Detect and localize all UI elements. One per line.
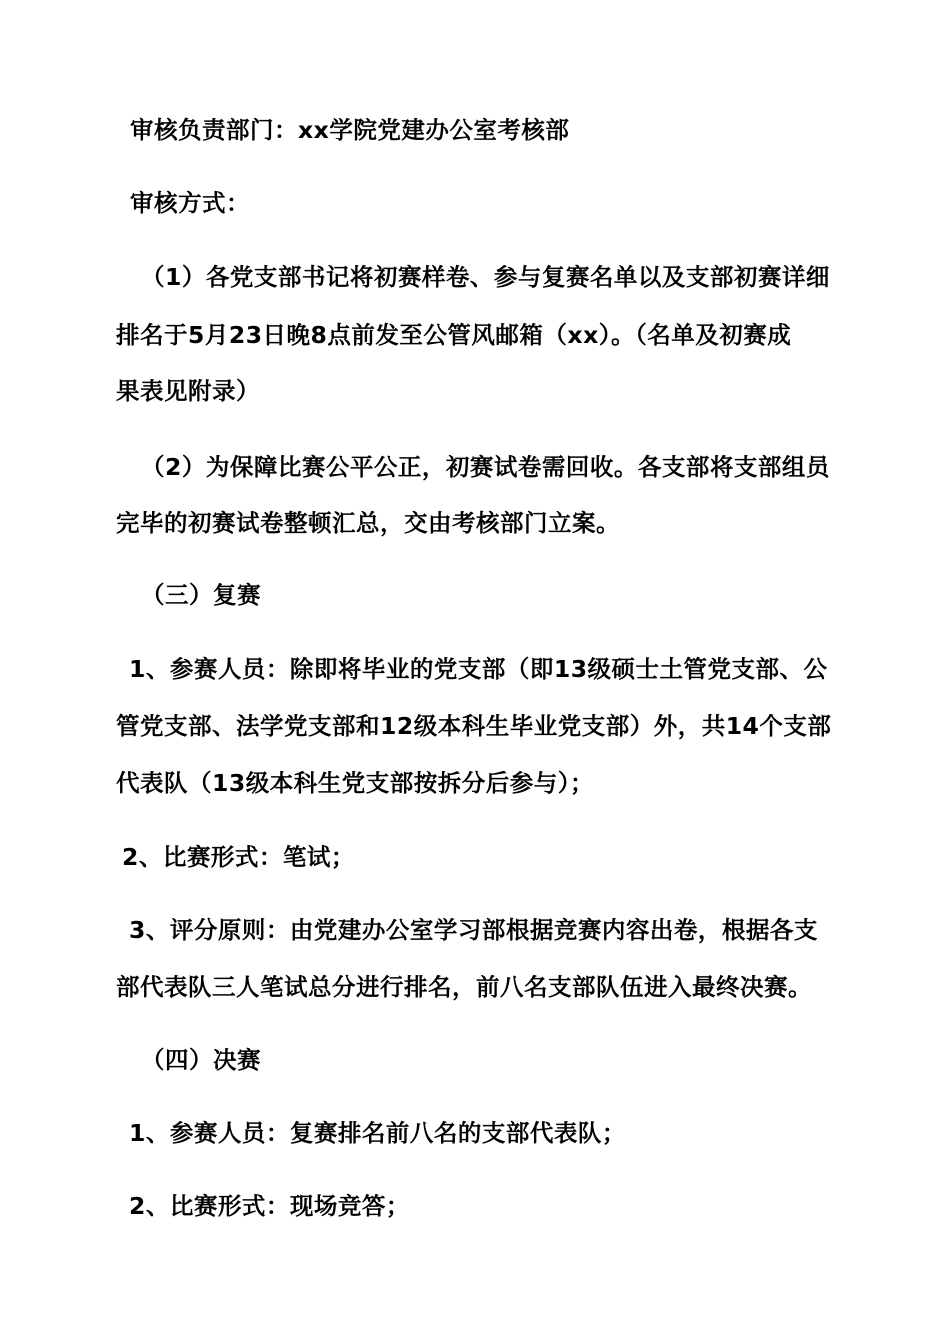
paragraph-1-line-2: 排名于5月23日晚8点前发至公管风邮箱（xx）。（名单及初赛成 <box>116 321 792 349</box>
review-method-heading: 审核方式： <box>130 189 250 217</box>
semifinal-participants-line-1: 1、参赛人员：除即将毕业的党支部（即13级硕士土管党支部、公 <box>129 655 828 683</box>
final-format-line: 2、比赛形式：现场竞答； <box>129 1192 410 1220</box>
semifinal-scoring-line-1: 3、评分原则：由党建办公室学习部根据竞赛内容出卷，根据各支 <box>129 916 818 944</box>
paragraph-2-line-1: （2）为保障比赛公平公正，初赛试卷需回收。各支部将支部组员 <box>141 453 830 481</box>
semifinal-participants-line-2: 管党支部、法学党支部和12级本科生毕业党支部）外，共14个支部 <box>116 712 832 740</box>
semifinal-format-line: 2、比赛形式：笔试； <box>122 843 355 871</box>
paragraph-1-line-3: 果表见附录） <box>116 377 260 405</box>
section-semifinal-heading: （三）复赛 <box>141 581 261 609</box>
section-final-heading: （四）决赛 <box>141 1046 261 1074</box>
final-participants-line: 1、参赛人员：复赛排名前八名的支部代表队； <box>129 1119 626 1147</box>
semifinal-participants-line-3: 代表队（13级本科生党支部按拆分后参与）； <box>116 769 594 797</box>
paragraph-1-line-1: （1）各党支部书记将初赛样卷、参与复赛名单以及支部初赛详细 <box>141 263 830 291</box>
review-department-line: 审核负责部门：xx学院党建办公室考核部 <box>130 116 570 144</box>
semifinal-scoring-line-2: 部代表队三人笔试总分进行排名，前八名支部队伍进入最终决赛。 <box>116 973 812 1001</box>
paragraph-2-line-2: 完毕的初赛试卷整顿汇总，交由考核部门立案。 <box>116 509 620 537</box>
